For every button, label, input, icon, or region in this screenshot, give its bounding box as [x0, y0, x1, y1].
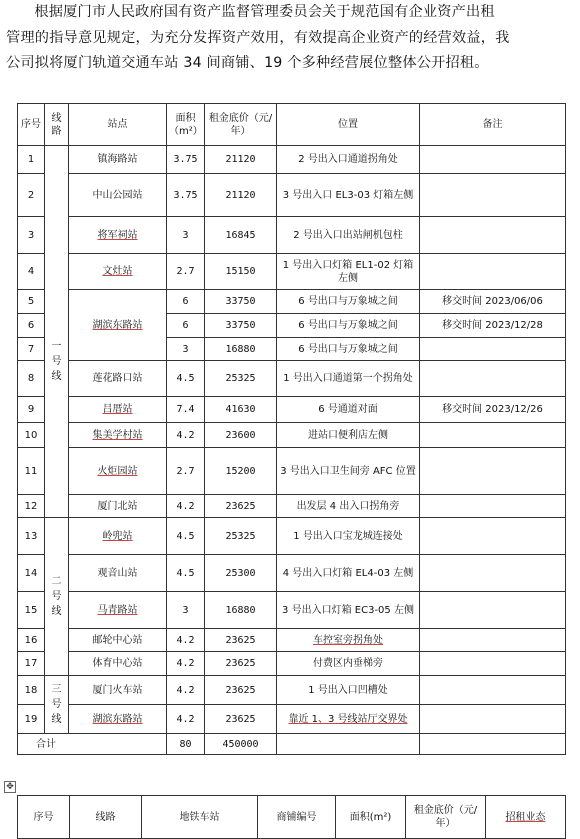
cell-area: 4.2 — [167, 629, 205, 652]
cell-station: 厦门火车站 — [69, 676, 167, 705]
cell-seq: 13 — [18, 518, 45, 555]
cell-seq: 18 — [18, 676, 45, 705]
table-row — [18, 361, 566, 397]
cell-rent: 23625 — [205, 629, 277, 652]
line-group-1: 一号线 — [45, 146, 69, 518]
cell-location: 车控室旁拐角处 — [277, 629, 420, 652]
cell-rent: 21120 — [205, 146, 277, 174]
total-area: 80 — [167, 734, 205, 755]
cell-rent: 25325 — [205, 361, 277, 397]
cell-station: 邮轮中心站 — [69, 629, 167, 652]
cell-remark — [420, 254, 566, 290]
cell-area: 3 — [167, 338, 205, 361]
cell-remark — [420, 652, 566, 676]
cell-station: 火炬园站 — [69, 448, 167, 495]
line-group-3: 三号线 — [45, 676, 69, 734]
cell-seq: 12 — [18, 495, 45, 518]
cell-station: 湖滨东路站 — [69, 290, 167, 361]
table-row — [18, 397, 566, 423]
table-row — [18, 555, 566, 592]
cell-area: 4.2 — [167, 652, 205, 676]
shop-header-seq: 序号 — [18, 796, 70, 839]
cell-rent: 23625 — [205, 652, 277, 676]
cell-rent: 25325 — [205, 518, 277, 555]
table-row — [18, 518, 566, 555]
cell-seq: 19 — [18, 705, 45, 734]
cell-rent: 16880 — [205, 592, 277, 629]
header-rent: 租金底价（元/年） — [205, 104, 277, 146]
intro-paragraph — [0, 0, 580, 77]
cell-remark — [420, 705, 566, 734]
cell-area: 4.2 — [167, 495, 205, 518]
cell-seq: 16 — [18, 629, 45, 652]
table-row — [18, 629, 566, 652]
table-header-row — [18, 104, 566, 146]
cell-remark — [420, 555, 566, 592]
header-station: 站点 — [69, 104, 167, 146]
total-label: 合计 — [18, 734, 167, 755]
total-empty-location — [277, 734, 420, 755]
cell-remark — [420, 518, 566, 555]
cell-station: 集美学村站 — [69, 423, 167, 448]
shop-header-area: 面积(m²) — [336, 796, 406, 839]
cell-seq: 2 — [18, 174, 45, 217]
cell-station: 湖滨东路站 — [69, 705, 167, 734]
cell-area: 2.7 — [167, 448, 205, 495]
cell-area: 4.2 — [167, 423, 205, 448]
cell-station: 岭兜站 — [69, 518, 167, 555]
cell-remark: 移交时间 2023/12/26 — [420, 397, 566, 423]
header-location: 位置 — [277, 104, 420, 146]
cell-location: 6 号出口与万象城之间 — [277, 314, 420, 338]
cell-seq: 10 — [18, 423, 45, 448]
cell-rent: 25300 — [205, 555, 277, 592]
cell-remark — [420, 361, 566, 397]
cell-station: 吕厝站 — [69, 397, 167, 423]
cell-rent: 21120 — [205, 174, 277, 217]
table-row — [18, 290, 566, 314]
header-seq: 序号 — [18, 104, 45, 146]
table-row — [18, 652, 566, 676]
cell-remark — [420, 217, 566, 254]
cell-area: 3.75 — [167, 146, 205, 174]
cell-remark — [420, 146, 566, 174]
cell-remark: 移交时间 2023/06/06 — [420, 290, 566, 314]
shop-table-header-row — [18, 796, 566, 839]
cell-location: 1 号出入口凹槽处 — [277, 676, 420, 705]
cell-rent: 16880 — [205, 338, 277, 361]
cell-area: 4.5 — [167, 555, 205, 592]
cell-remark — [420, 676, 566, 705]
table-row — [18, 495, 566, 518]
header-remark: 备注 — [420, 104, 566, 146]
table-row — [18, 146, 566, 174]
shop-header-line: 线路 — [70, 796, 142, 839]
shop-header-business: 招租业态 — [486, 796, 566, 839]
cell-seq: 9 — [18, 397, 45, 423]
cell-location: 出发层 4 出入口拐角旁 — [277, 495, 420, 518]
intro-line-3: 公司拟将厦门轨道交通车站 34 间商铺、19 个多种经营展位整体公开招租。 — [6, 55, 489, 71]
cell-station: 体育中心站 — [69, 652, 167, 676]
line-group-2: 二号线 — [45, 518, 69, 676]
cell-seq: 3 — [18, 217, 45, 254]
cell-rent: 33750 — [205, 290, 277, 314]
cell-remark: 移交时间 2023/12/28 — [420, 314, 566, 338]
cell-location: 1 号出入口灯箱 EL1-02 灯箱左侧 — [277, 254, 420, 290]
cell-location: 进站口便利店左侧 — [277, 423, 420, 448]
cell-station: 将军祠站 — [69, 217, 167, 254]
intro-line-1: 根据厦门市人民政府国有资产监督管理委员会关于规范国有企业资产出租 — [34, 4, 495, 20]
cell-location: 2 号出入口出站闸机包柱 — [277, 217, 420, 254]
cell-area: 6 — [167, 314, 205, 338]
cell-area: 2.7 — [167, 254, 205, 290]
shop-header-shop-no: 商铺编号 — [258, 796, 336, 839]
cell-remark — [420, 592, 566, 629]
cell-location: 3 号出入口卫生间旁 AFC 位置 — [277, 448, 420, 495]
cell-station: 镇海路站 — [69, 146, 167, 174]
cell-location: 2 号出入口通道拐角处 — [277, 146, 420, 174]
cell-rent: 41630 — [205, 397, 277, 423]
total-empty-remark — [420, 734, 566, 755]
cell-seq: 8 — [18, 361, 45, 397]
table-row — [18, 174, 566, 217]
cell-location: 6 号出口与万象城之间 — [277, 338, 420, 361]
cell-location: 4 号出入口灯箱 EL4-03 左侧 — [277, 555, 420, 592]
cell-area: 4.5 — [167, 361, 205, 397]
table-row — [18, 254, 566, 290]
shop-table — [17, 795, 566, 839]
cell-seq: 11 — [18, 448, 45, 495]
cell-remark — [420, 423, 566, 448]
total-rent: 450000 — [205, 734, 277, 755]
cell-rent: 23625 — [205, 676, 277, 705]
cell-seq: 14 — [18, 555, 45, 592]
cell-station: 观音山站 — [69, 555, 167, 592]
cell-location: 6 号通道对面 — [277, 397, 420, 423]
cell-seq: 17 — [18, 652, 45, 676]
cell-area: 4.5 — [167, 518, 205, 555]
cell-seq: 4 — [18, 254, 45, 290]
table-row — [18, 705, 566, 734]
rental-table — [17, 103, 566, 755]
table-row — [18, 592, 566, 629]
cell-seq: 15 — [18, 592, 45, 629]
cell-seq: 1 — [18, 146, 45, 174]
cell-seq: 7 — [18, 338, 45, 361]
cell-station: 中山公园站 — [69, 174, 167, 217]
cell-location: 1 号出入口宝龙城连接处 — [277, 518, 420, 555]
cell-seq: 5 — [18, 290, 45, 314]
cell-rent: 15150 — [205, 254, 277, 290]
cell-location: 3 号出入口 EL3-03 灯箱左侧 — [277, 174, 420, 217]
table-row — [18, 676, 566, 705]
shop-header-rent: 租金底价（元/年） — [406, 796, 486, 839]
cell-station: 马青路站 — [69, 592, 167, 629]
header-line: 线路 — [45, 104, 69, 146]
cell-area: 6 — [167, 290, 205, 314]
cell-remark — [420, 448, 566, 495]
cell-area: 3.75 — [167, 174, 205, 217]
table-move-handle-icon[interactable]: ✥ — [4, 781, 16, 793]
cell-area: 4.2 — [167, 676, 205, 705]
table-row — [18, 217, 566, 254]
cell-rent: 16845 — [205, 217, 277, 254]
cell-remark — [420, 174, 566, 217]
cell-remark — [420, 338, 566, 361]
cell-location: 6 号出口与万象城之间 — [277, 290, 420, 314]
header-area: 面积（m²） — [167, 104, 205, 146]
cell-remark — [420, 495, 566, 518]
cell-rent: 23625 — [205, 705, 277, 734]
cell-location: 靠近 1、3 号线站厅交界处 — [277, 705, 420, 734]
cell-seq: 6 — [18, 314, 45, 338]
table-total-row — [18, 734, 566, 755]
cell-rent: 23625 — [205, 495, 277, 518]
cell-area: 4.2 — [167, 705, 205, 734]
cell-area: 7.4 — [167, 397, 205, 423]
cell-area: 3 — [167, 217, 205, 254]
intro-line-2: 管理的指导意见规定，为充分发挥资产效用，有效提高企业资产的经营效益，我 — [6, 29, 510, 46]
cell-area: 3 — [167, 592, 205, 629]
cell-rent: 33750 — [205, 314, 277, 338]
cell-remark — [420, 629, 566, 652]
cell-location: 付费区内垂梯旁 — [277, 652, 420, 676]
cell-location: 1 号出入口通道第一个拐角处 — [277, 361, 420, 397]
table-row — [18, 448, 566, 495]
cell-station: 厦门北站 — [69, 495, 167, 518]
cell-station: 莲花路口站 — [69, 361, 167, 397]
cell-location: 3 号出入口灯箱 EC3-05 左侧 — [277, 592, 420, 629]
cell-rent: 15200 — [205, 448, 277, 495]
shop-header-station: 地铁车站 — [142, 796, 258, 839]
cell-rent: 23600 — [205, 423, 277, 448]
cell-station: 文灶站 — [69, 254, 167, 290]
table-row — [18, 423, 566, 448]
